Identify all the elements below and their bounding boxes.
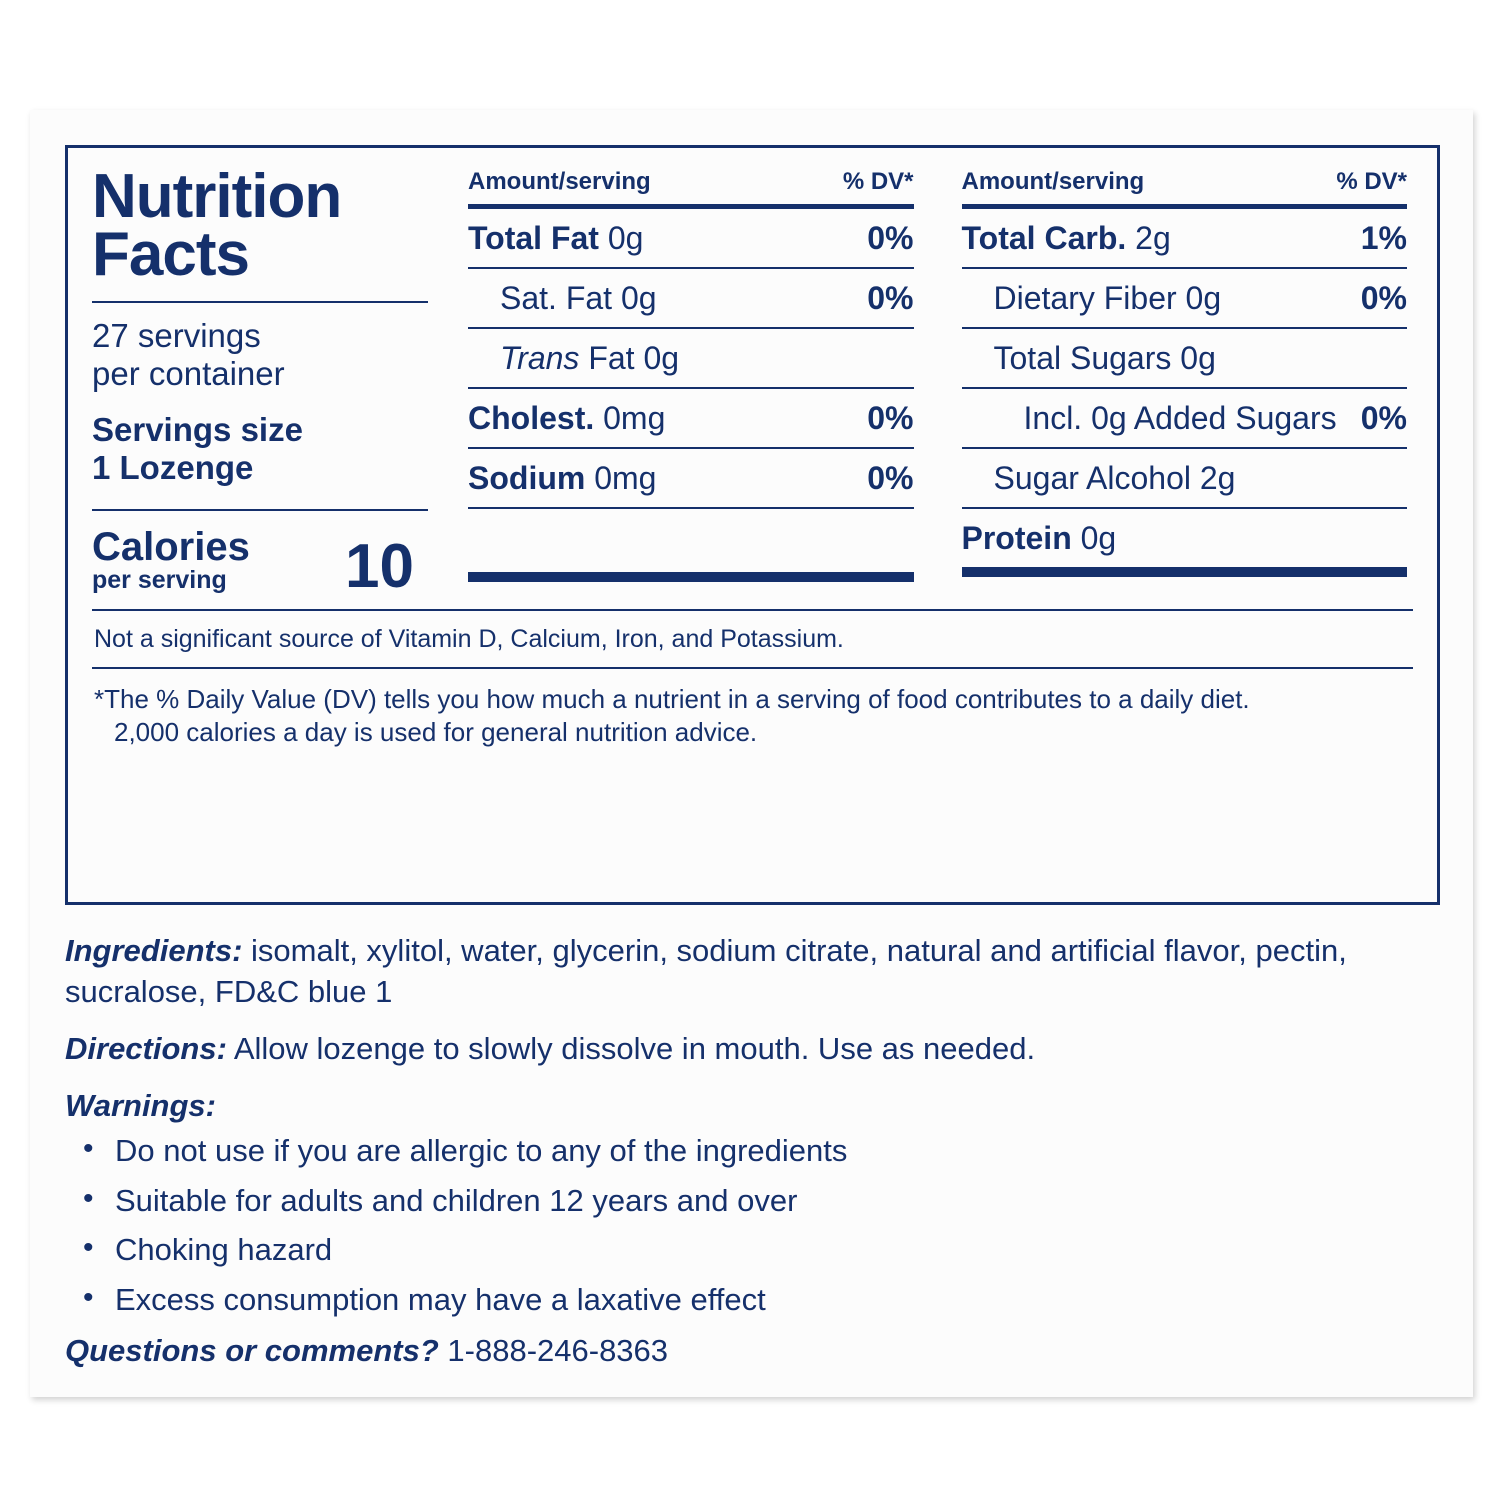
ingredients-text: isomalt, xylitol, water, glycerin, sodium citrate, natural and artificial flavor, pectin, sucralose, FD&C blue 1 (65, 933, 1347, 1009)
nutrient-name-sugar-alcohol: Sugar Alcohol 2g (993, 460, 1236, 496)
column-heading-right (962, 168, 1408, 204)
warnings-heading-wrap (65, 1086, 1440, 1127)
nutrient-name-protein: Protein (961, 520, 1072, 556)
nutrition-facts-title-line1: Nutrition (92, 162, 342, 231)
nutrient-row-total-carb (962, 209, 1408, 267)
calories-value: 10 (345, 531, 414, 601)
nutrition-facts-title (92, 162, 428, 289)
calories-label: Calories (92, 525, 250, 570)
nutrient-name-dietary-fiber: Dietary Fiber 0g (993, 280, 1222, 316)
questions-paragraph (65, 1331, 1440, 1372)
amount-per-serving-heading-right: Amount/serving (961, 168, 1145, 195)
rule-right-bottom (962, 567, 1408, 577)
nutrient-name-sat-fat: Sat. Fat 0g (500, 280, 657, 316)
directions-text: Allow lozenge to slowly dissolve in mouth. Use as needed. (226, 1030, 1036, 1066)
nutrients-column-right (936, 168, 1414, 577)
nutrient-row-added-sugars (962, 389, 1408, 447)
calories-row (92, 525, 428, 601)
serving-size-value: 1 Lozenge (92, 449, 254, 487)
divider-above-calories (92, 509, 428, 511)
warnings-list (65, 1131, 1440, 1322)
daily-value-heading-left: % DV* (842, 168, 914, 195)
nutrient-row-cholesterol (468, 389, 914, 447)
questions-phone[interactable]: 1-888-246-8363 (438, 1333, 669, 1369)
daily-value-heading-right: % DV* (1336, 168, 1407, 195)
questions-label: Questions or comments? (65, 1333, 439, 1369)
daily-value-footnote (92, 669, 1413, 751)
ingredients-paragraph (65, 931, 1440, 1013)
ingredients-label: Ingredients: (65, 933, 243, 968)
nutrient-row-sugar-alcohol (962, 449, 1408, 507)
nutrient-name-trans: Trans (500, 340, 580, 376)
nutrient-value-sodium: 0mg (585, 460, 657, 496)
list-item: • Choking hazard (65, 1230, 1440, 1271)
list-item: • Excess consumption may have a laxative effect (65, 1280, 1440, 1321)
calories-sublabel: per serving (92, 566, 227, 595)
column-heading-left (468, 168, 914, 204)
nutrient-dv-total-fat: 0% (867, 220, 914, 256)
nutrient-row-total-sugars (962, 329, 1408, 387)
nutrient-row-trans-fat (468, 329, 914, 387)
directions-label: Directions: (65, 1030, 227, 1066)
nutrient-dv-cholesterol: 0% (867, 400, 914, 436)
list-item: • Suitable for adults and children 12 years and over (65, 1181, 1440, 1222)
nutrient-name-total-fat: Total Fat (468, 220, 599, 256)
nutrient-name-total-carb: Total Carb. (961, 220, 1127, 256)
nutrient-value-total-carb: 2g (1126, 220, 1171, 256)
directions-paragraph (65, 1029, 1440, 1070)
nutrient-dv-dietary-fiber: 0% (1360, 280, 1407, 316)
spacer-left-column (468, 509, 914, 572)
nutrient-dv-sodium: 0% (867, 460, 914, 496)
nutrient-dv-sat-fat: 0% (867, 280, 914, 316)
rule-left-bottom (468, 572, 914, 582)
serving-size (92, 411, 428, 487)
label-content (65, 145, 1440, 1372)
nutrient-value-total-fat: 0g (598, 220, 644, 256)
nutrition-facts-title-line2: Facts (92, 219, 249, 289)
footnotes (92, 609, 1413, 751)
nutrient-value-trans-fat: Fat 0g (579, 340, 680, 376)
amount-per-serving-heading-left: Amount/serving (468, 168, 651, 195)
nutrient-row-sat-fat (468, 269, 914, 327)
list-item: • Do not use if you are allergic to any of the ingredients (65, 1131, 1440, 1172)
nutrient-row-total-fat (468, 209, 914, 267)
servings-per-container-count: 27 servings (92, 317, 261, 355)
nutrient-value-protein: 0g (1071, 520, 1117, 556)
nutrition-summary-column (92, 162, 442, 601)
serving-size-label: Servings size (92, 411, 303, 449)
calories-label-group (92, 527, 250, 595)
nutrient-name-cholesterol: Cholest. (468, 400, 595, 436)
nutrient-row-dietary-fiber (962, 269, 1408, 327)
nutrient-name-sodium: Sodium (468, 460, 586, 496)
nutrition-facts-panel (65, 145, 1440, 905)
nutrition-facts-columns (92, 162, 1413, 601)
product-label-page (30, 110, 1473, 1397)
not-significant-source-text: Not a significant source of Vitamin D, Calcium, Iron, and Potassium. (94, 624, 844, 653)
nutrient-row-sodium (468, 449, 914, 507)
daily-value-footnote-line2: 2,000 calories a day is used for general nutrition advice. (114, 717, 758, 748)
nutrient-name-added-sugars: Incl. 0g Added Sugars (1023, 400, 1337, 436)
nutrient-dv-total-carb: 1% (1360, 220, 1407, 256)
warnings-label: Warnings: (65, 1087, 216, 1123)
divider-under-title (92, 301, 428, 303)
nutrient-name-total-sugars: Total Sugars 0g (993, 340, 1216, 376)
nutrient-row-protein (962, 509, 1408, 567)
servings-per-container-text: per container (92, 355, 285, 393)
servings-per-container (92, 317, 428, 393)
product-info-text (65, 931, 1440, 1372)
nutrient-dv-added-sugars: 0% (1360, 400, 1407, 436)
nutrient-value-cholesterol: 0mg (594, 400, 666, 436)
nutrients-column-left (442, 168, 936, 582)
daily-value-footnote-line1: *The % Daily Value (DV) tells you how much a nutrient in a serving of food contributes to a daily diet. (94, 683, 1250, 714)
